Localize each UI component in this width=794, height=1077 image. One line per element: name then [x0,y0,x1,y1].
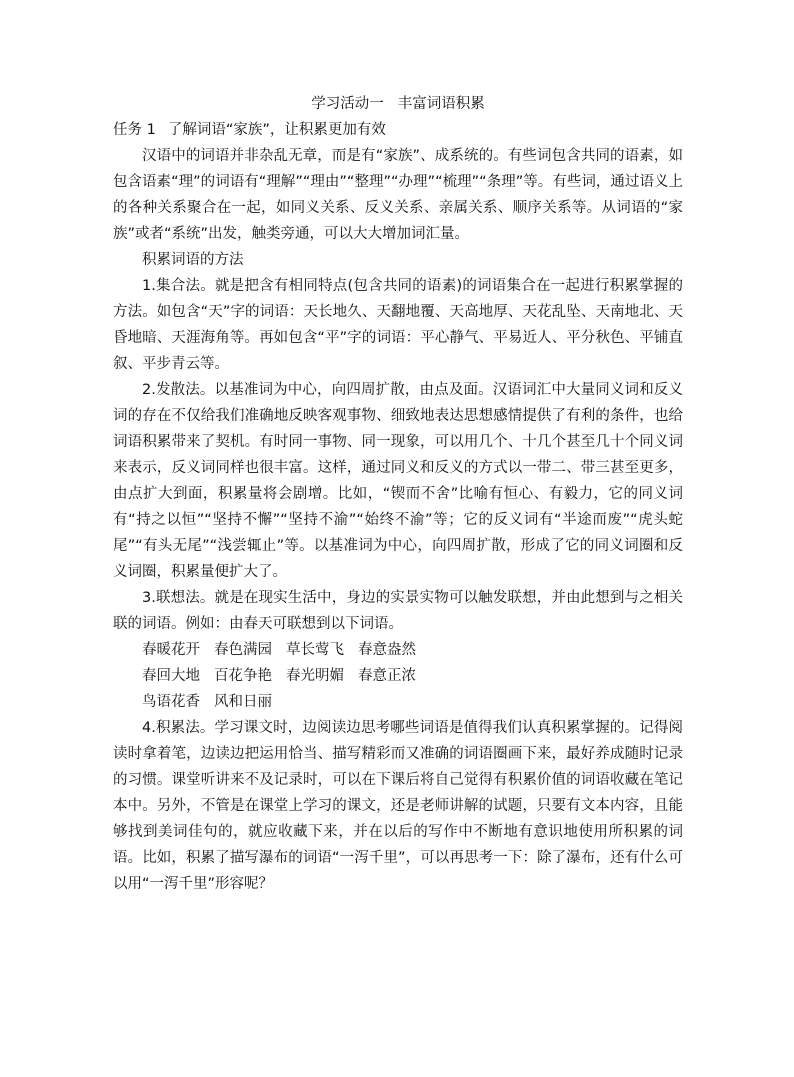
title-activity: 学习活动一 [311,96,384,112]
word-item: 春光明媚 [286,668,344,684]
method-1-paragraph: 1.集合法。就是把含有相同特点(包含共同的语素)的词语集合在一起进行积累掌握的方法。如包含“天”字的词语：天长地久、天翻地覆、天高地厚、天花乱坠、天南地北、天昏地暗、天涯海角等。再如包含“平”字的词语：平心静气、平易近人、平分秋色、平铺直叙、平步青云等。 [113,278,683,372]
word-row [113,663,683,689]
word-item: 春色满园 [214,642,272,658]
task-heading [113,117,683,143]
word-item: 百花争艳 [214,668,272,684]
page-title [113,91,683,117]
word-item: 春暖花开 [142,642,200,658]
method-4-paragraph: 4.积累法。学习课文时，边阅读边思考哪些词语是值得我们认真积累掌握的。记得阅读时拿着笔，边读边把运用恰当、描写精彩而又准确的词语圈画下来，最好养成随时记录的习惯。课堂听讲来不及记录时，可以在下课后将自己觉得有积累价值的词语收藏在笔记本中。另外，不管是在课堂上学习的课文，还是老师讲解的试题，只要有文本内容，且能够找到美词佳句的，就应收藏下来，并在以后的写作中不断地有意识地使用所积累的词语。比如，积累了描写瀑布的词语“一泻千里”，可以再思考一下：除了瀑布，还有什么可以用“一泻千里”形容呢？ [113,720,683,892]
word-item: 春回大地 [142,668,200,684]
method-3-paragraph: 3.联想法。就是在现实生活中，身边的实景实物可以触发联想，并由此想到与之相关联的词语。例如：由春天可联想到以下词语。 [113,590,683,632]
methods-heading: 积累词语的方法 [142,252,244,268]
title-topic: 丰富词语积累 [397,96,485,112]
word-item: 风和日丽 [214,694,272,710]
method-2-paragraph: 2.发散法。以基准词为中心，向四周扩散，由点及面。汉语词汇中大量同义词和反义词的存在不仅给我们准确地反映客观事物、细致地表达思想感情提供了有利的条件，也给词语积累带来了契机。有时同一事物、同一现象，可以用几个、十几个甚至几十个同义词来表示，反义词同样也很丰富。这样，通过同义和反义的方式以一带二、带三甚至更多，由点扩大到面，积累量将会剧增。比如，“锲而不舍”比喻有恒心、有毅力，它的同义词有“持之以恒”“坚持不懈”“坚持不渝”“始终不渝”等；它的反义词有“半途而废”“虎头蛇尾”“有头无尾”“浅尝辄止”等。以基准词为中心，向四周扩散，形成了它的同义词圈和反义词圈，积累量便扩大了。 [113,382,683,580]
word-item: 草长莺飞 [286,642,344,658]
word-item: 春意盎然 [358,642,416,658]
word-row [113,637,683,663]
document-content [113,91,683,897]
task-text: 了解词语“家族”，让积累更加有效 [167,122,386,138]
task-label: 任务 1 [113,122,156,138]
word-item: 鸟语花香 [142,694,200,710]
word-row [113,689,683,715]
intro-paragraph: 汉语中的词语并非杂乱无章，而是有“家族”、成系统的。有些词包含共同的语素，如包含语素“理”的词语有“理解”“理由”“整理”“办理”“梳理”“条理”等。有些词，通过语义上的各种关系聚合在一起，如同义关系、反义关系、亲属关系、顺序关系等。从词语的“家族”或者“系统”出发，触类旁通，可以大大增加词汇量。 [113,148,683,242]
word-item: 春意正浓 [358,668,416,684]
